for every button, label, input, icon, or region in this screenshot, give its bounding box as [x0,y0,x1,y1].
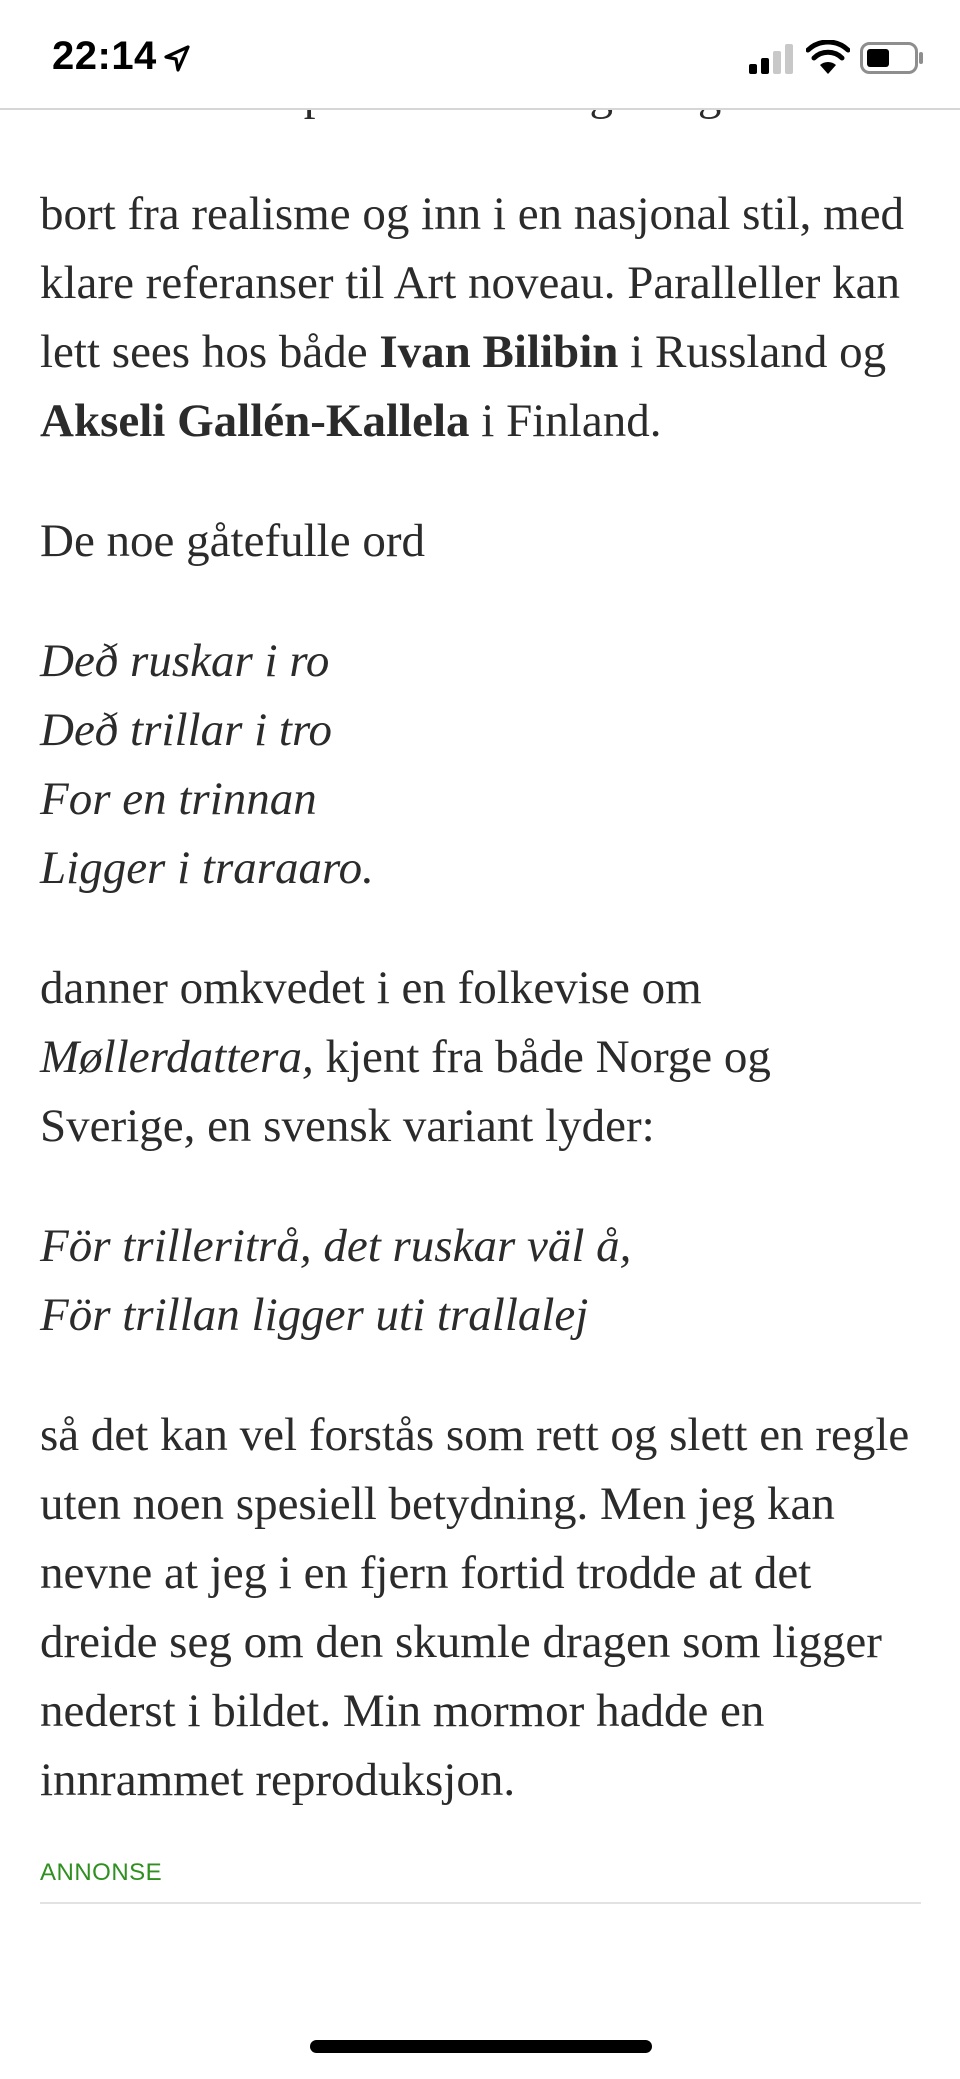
verse-line: Ligger i traraaro. [40,842,374,894]
status-bar [0,0,960,110]
text-segment: bort fra realisme og inn i en nasjonal stil, med klare referanser til Art noveau. Paralleller kan lett sees hos både [40,188,905,378]
location-arrow-icon [162,44,192,74]
text-segment: danner omkvedet i en folkevise om [40,962,702,1014]
paragraph-intro-words: De noe gåtefulle ord [40,515,425,567]
verse-line: For en trinnan [40,773,317,825]
verse-line: Deð trillar i tro [40,704,333,756]
wifi-icon [806,40,850,74]
verse-norwegian [40,627,930,903]
cellular-signal-icon [749,44,795,74]
verse-line: För trillan ligger uti trallalej [40,1289,589,1341]
paragraph-artist-influences [40,180,930,456]
verse-line: För trilleritrå, det ruskar väl å, [40,1220,632,1272]
battery-icon [860,42,924,74]
verse-swedish [40,1212,930,1350]
bold-name-ivan-bilibin: Ivan Bilibin [379,326,619,378]
status-time: 22:14 [52,34,157,78]
italic-title-mollerdattera: Møllerdattera, [40,1031,314,1083]
paragraph-folk-song [40,954,930,1161]
ad-label: ANNONSE [40,1859,163,1886]
text-segment: i Russland og [618,326,887,378]
article-body [40,60,930,1904]
paragraph-meaning: så det kan vel forstås som rett og slett en regle uten noen spesiell betydning. Men jeg kan nevne at jeg i en fjern fortid trodde at det dreide seg om den skumle dragen som ligger nederst i bildet. Min mormor hadde en innrammet reproduksjon. [40,1409,910,1806]
verse-line: Deð ruskar i ro [40,635,330,687]
home-indicator[interactable] [310,2040,652,2053]
bold-name-akseli-gallen-kallela: Akseli Gallén-Kallela [40,395,470,447]
text-segment: i Finland. [469,395,662,447]
text-segment: kjent fra både Norge og Sverige, en svensk variant lyder: [40,1031,771,1152]
ad-divider [40,1902,921,1904]
